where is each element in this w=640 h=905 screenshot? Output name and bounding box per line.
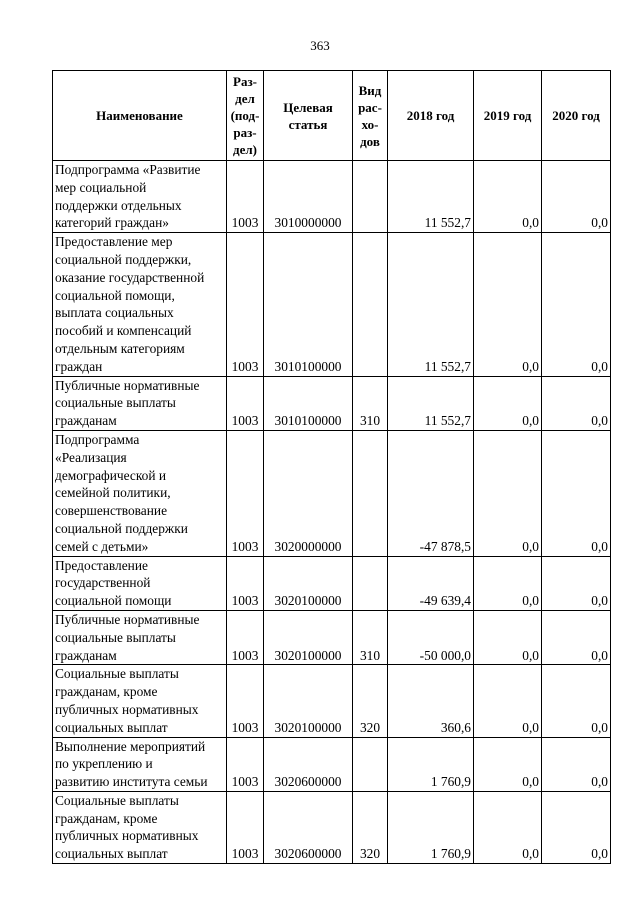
table-row [53, 737, 611, 791]
table-row [53, 791, 611, 863]
table-row [53, 610, 611, 664]
cell-kind: 310 [353, 376, 388, 430]
cell-section: 1003 [227, 161, 264, 233]
cell-name: Публичные нормативные социальные выплаты гражданам [53, 610, 227, 664]
cell-section: 1003 [227, 610, 264, 664]
header-kind: Вид рас- хо- дов [353, 71, 388, 161]
cell-kind: 310 [353, 610, 388, 664]
cell-2019: 0,0 [474, 791, 542, 863]
cell-name: Подпрограмма «Реализация демографической и семейной политики, совершенствование социальной поддержки семей с детьми» [53, 430, 227, 556]
cell-target: 3020100000 [264, 610, 353, 664]
cell-2019: 0,0 [474, 610, 542, 664]
header-name: Наименование [53, 71, 227, 161]
cell-2020: 0,0 [542, 737, 611, 791]
cell-2018: -50 000,0 [388, 610, 474, 664]
cell-2020: 0,0 [542, 556, 611, 610]
cell-2018: 1 760,9 [388, 737, 474, 791]
cell-kind [353, 737, 388, 791]
cell-target: 3020100000 [264, 556, 353, 610]
budget-table [52, 70, 611, 864]
cell-2019: 0,0 [474, 665, 542, 737]
table-row [53, 665, 611, 737]
cell-name: Предоставление государственной социальной помощи [53, 556, 227, 610]
header-target: Целевая статья [264, 71, 353, 161]
cell-section: 1003 [227, 791, 264, 863]
cell-2019: 0,0 [474, 737, 542, 791]
table-row [53, 430, 611, 556]
header-2019: 2019 год [474, 71, 542, 161]
cell-2019: 0,0 [474, 430, 542, 556]
cell-target: 3010000000 [264, 161, 353, 233]
cell-kind [353, 556, 388, 610]
cell-kind: 320 [353, 665, 388, 737]
cell-kind [353, 233, 388, 376]
cell-name: Социальные выплаты гражданам, кроме публичных нормативных социальных выплат [53, 791, 227, 863]
header-section: Раз- дел (под- раз- дел) [227, 71, 264, 161]
cell-2019: 0,0 [474, 376, 542, 430]
table-row [53, 161, 611, 233]
cell-2020: 0,0 [542, 233, 611, 376]
cell-name: Социальные выплаты гражданам, кроме публичных нормативных социальных выплат [53, 665, 227, 737]
cell-section: 1003 [227, 665, 264, 737]
cell-2018: 11 552,7 [388, 376, 474, 430]
cell-name: Публичные нормативные социальные выплаты гражданам [53, 376, 227, 430]
cell-2020: 0,0 [542, 161, 611, 233]
cell-kind [353, 430, 388, 556]
cell-target: 3010100000 [264, 233, 353, 376]
cell-kind [353, 161, 388, 233]
cell-2020: 0,0 [542, 665, 611, 737]
cell-target: 3020600000 [264, 791, 353, 863]
cell-section: 1003 [227, 233, 264, 376]
table-row [53, 376, 611, 430]
cell-2019: 0,0 [474, 161, 542, 233]
cell-name: Подпрограмма «Развитие мер социальной поддержки отдельных категорий граждан» [53, 161, 227, 233]
cell-section: 1003 [227, 376, 264, 430]
cell-name: Выполнение мероприятий по укреплению и развитию института семьи [53, 737, 227, 791]
cell-target: 3010100000 [264, 376, 353, 430]
cell-kind: 320 [353, 791, 388, 863]
cell-section: 1003 [227, 556, 264, 610]
cell-2018: 11 552,7 [388, 161, 474, 233]
header-2018: 2018 год [388, 71, 474, 161]
cell-section: 1003 [227, 430, 264, 556]
cell-section: 1003 [227, 737, 264, 791]
cell-target: 3020600000 [264, 737, 353, 791]
cell-name: Предоставление мер социальной поддержки, оказание государственной социальной помощи, выплата социальных пособий и компенсаций отдельным категориям граждан [53, 233, 227, 376]
cell-2020: 0,0 [542, 791, 611, 863]
cell-2018: -49 639,4 [388, 556, 474, 610]
cell-2018: 360,6 [388, 665, 474, 737]
cell-2018: -47 878,5 [388, 430, 474, 556]
cell-2020: 0,0 [542, 430, 611, 556]
cell-2020: 0,0 [542, 610, 611, 664]
page-number: 363 [310, 38, 330, 53]
cell-2019: 0,0 [474, 233, 542, 376]
header-row [53, 71, 611, 161]
cell-target: 3020100000 [264, 665, 353, 737]
cell-2018: 1 760,9 [388, 791, 474, 863]
cell-target: 3020000000 [264, 430, 353, 556]
header-2020: 2020 год [542, 71, 611, 161]
cell-2020: 0,0 [542, 376, 611, 430]
table-row [53, 556, 611, 610]
cell-2018: 11 552,7 [388, 233, 474, 376]
cell-2019: 0,0 [474, 556, 542, 610]
table-row [53, 233, 611, 376]
